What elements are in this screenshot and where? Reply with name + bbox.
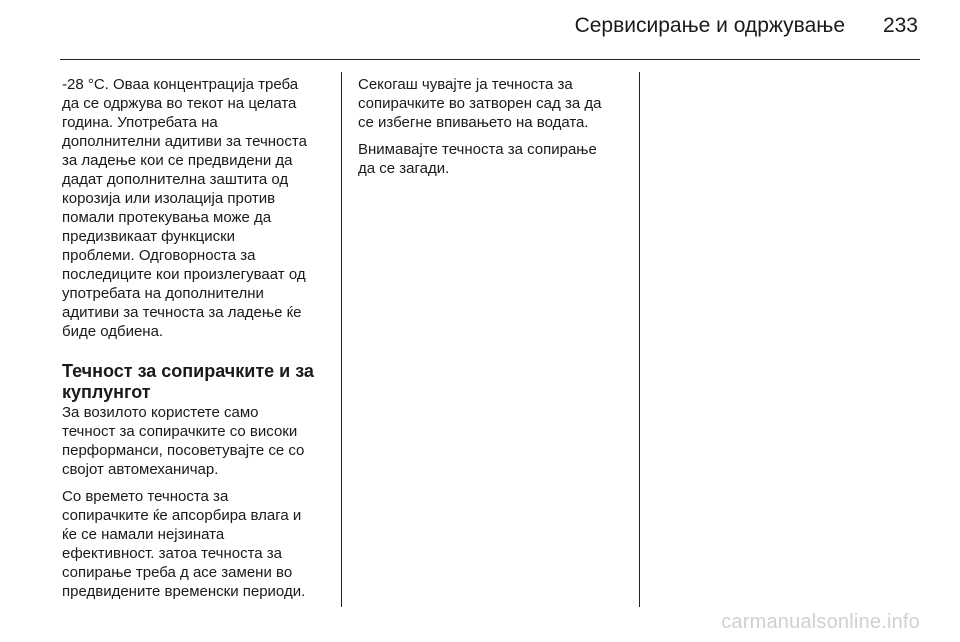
text-line: корозија или изолација против <box>62 190 276 207</box>
left-column <box>62 75 337 609</box>
text-line: сопирање треба д асе замени во <box>62 564 293 581</box>
text-line: да се загади. <box>358 160 450 177</box>
text-line: ефективност. затоа течноста за <box>62 545 283 562</box>
text-line: се избегне впивањето на водата. <box>358 114 589 131</box>
paragraph-brake-fluid-replacement <box>62 487 337 601</box>
text-line: Со времето течноста за <box>62 488 229 505</box>
text-line: биде одбиена. <box>62 323 164 340</box>
text-line: година. Употребата на <box>62 114 218 131</box>
column-divider-right <box>639 72 640 607</box>
text-line: сопирачките ќе апсорбира влага и <box>62 507 302 524</box>
text-line: дадат дополнителна заштита од <box>62 171 289 188</box>
middle-column <box>358 75 633 186</box>
text-line: употребата на дополнителни <box>62 285 264 302</box>
paragraph-coolant-concentration <box>62 75 337 341</box>
text-line: да се одржува во текот на целата <box>62 95 297 112</box>
text-line: Внимавајте течноста за сопирање <box>358 141 597 158</box>
text-line: -28 °C. Оваа концентрација треба <box>62 76 299 93</box>
text-line: перформанси, посоветувајте се со <box>62 442 305 459</box>
page-header-title: Сервисирање и одржување <box>574 14 845 37</box>
watermark: carmanualsonline.info <box>721 611 920 633</box>
text-line: течност за сопирачките со високи <box>62 423 298 440</box>
text-line: За возилото користете само <box>62 404 259 421</box>
text-line: предизвикаат функциски <box>62 228 236 245</box>
text-line: проблеми. Одговорноста за <box>62 247 256 264</box>
heading-line: куплунгот <box>62 382 151 402</box>
column-divider-left <box>341 72 342 607</box>
text-line: предвидените временски периоди. <box>62 583 306 600</box>
section-heading-brake-fluid <box>62 361 337 403</box>
paragraph-avoid-contamination <box>358 140 633 178</box>
page-number: 233 <box>882 14 918 37</box>
text-line: сопирачките во затворен сад за да <box>358 95 602 112</box>
text-line: адитиви за течноста за ладење ќе <box>62 304 302 321</box>
heading-line: Течност за сопирачките и за <box>62 361 314 381</box>
text-line: ќе се намали нејзината <box>62 526 225 543</box>
paragraph-store-brake-fluid <box>358 75 633 132</box>
header-rule <box>60 59 920 60</box>
text-line: за ладење кои се предвидени да <box>62 152 293 169</box>
text-line: помали протекувања може да <box>62 209 272 226</box>
text-line: дополнителни адитиви за течноста <box>62 133 307 150</box>
text-line: својот автомеханичар. <box>62 461 219 478</box>
text-line: последиците кои произлегуваат од <box>62 266 306 283</box>
text-line: Секогаш чувајте ја течноста за <box>358 76 573 93</box>
paragraph-brake-fluid-use <box>62 403 337 479</box>
